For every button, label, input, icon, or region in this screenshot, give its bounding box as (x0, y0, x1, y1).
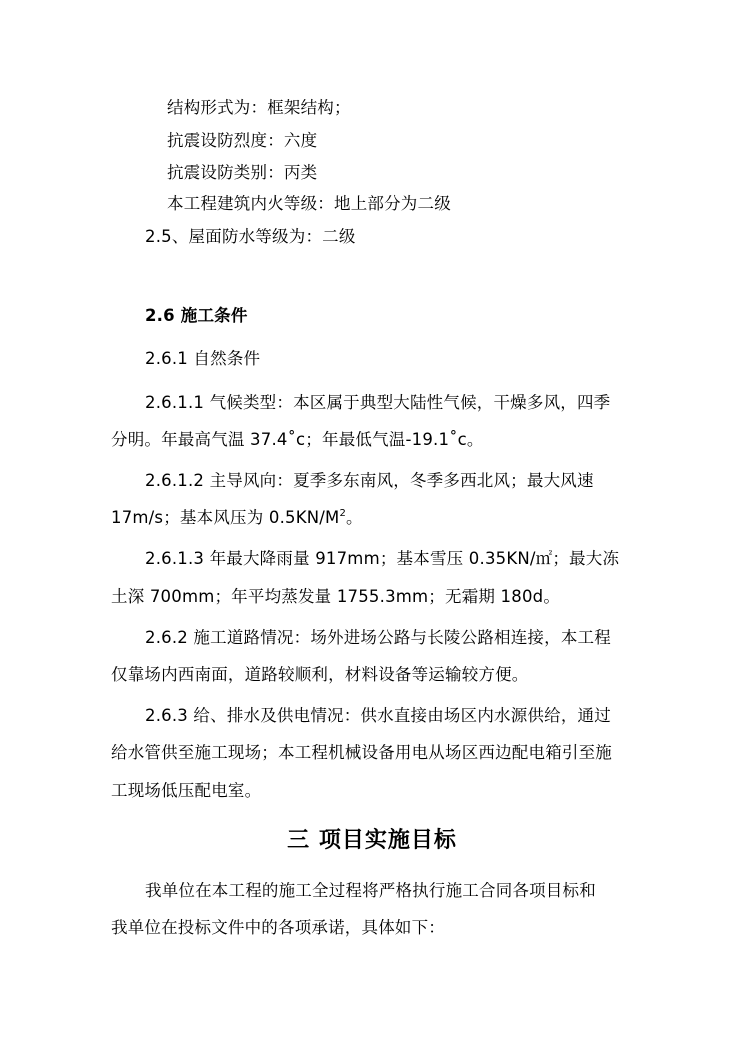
structure-form-line: 结构形式为：框架结构； (167, 98, 351, 117)
fire-rating-line: 本工程建筑内火等级：地上部分为二级 (167, 194, 451, 213)
chapter-title-3: 三 项目实施目标 (287, 828, 457, 853)
road-paragraph-line-1: 2.6.2 施工道路情况：场外进场公路与长陵公路相连接，本工程 (145, 628, 611, 647)
road-paragraph-line-2: 仅靠场内西南面，道路较顺利，材料设备等运输较方便。 (111, 665, 529, 684)
utilities-paragraph-line-3: 工现场低压配电室。 (111, 781, 262, 800)
roof-waterproof-line: 2.5、屋面防水等级为：二级 (145, 227, 356, 246)
section-heading-2-6: 2.6 施工条件 (145, 306, 248, 325)
wind-paragraph-line-2 (111, 507, 363, 529)
seismic-intensity-line: 抗震设防烈度：六度 (167, 131, 318, 150)
wind-pressure-text: 17m/s；基本风压为 0.5KN/M (111, 508, 340, 527)
precipitation-paragraph-line-1: 2.6.1.3 年最大降雨量 917mm；基本雪压 0.35KN/㎡；最大冻 (145, 549, 620, 568)
precipitation-paragraph-line-2: 土深 700mm；年平均蒸发量 1755.3mm；无霜期 180d。 (111, 587, 561, 606)
sentence-end: 。 (346, 508, 363, 527)
subsection-heading-2-6-1: 2.6.1 自然条件 (145, 349, 261, 368)
intro-paragraph-line-1: 我单位在本工程的施工全过程将严格执行施工合同各项目标和 (145, 881, 596, 900)
climate-paragraph-line-1: 2.6.1.1 气候类型：本区属于典型大陆性气候，干燥多风，四季 (145, 393, 611, 412)
superscript-exponent: 2 (339, 508, 347, 519)
seismic-category-line: 抗震设防类别：丙类 (167, 163, 318, 182)
wind-paragraph-line-1: 2.6.1.2 主导风向：夏季多东南风，冬季多西北风；最大风速 (145, 471, 594, 490)
intro-paragraph-line-2: 我单位在投标文件中的各项承诺，具体如下： (111, 918, 445, 937)
climate-paragraph-line-2: 分明。年最高气温 37.4˚c；年最低气温-19.1˚c。 (111, 430, 484, 449)
utilities-paragraph-line-2: 给水管供至施工现场；本工程机械设备用电从场区西边配电箱引至施 (111, 743, 612, 762)
utilities-paragraph-line-1: 2.6.3 给、排水及供电情况：供水直接由场区内水源供给，通过 (145, 706, 611, 725)
